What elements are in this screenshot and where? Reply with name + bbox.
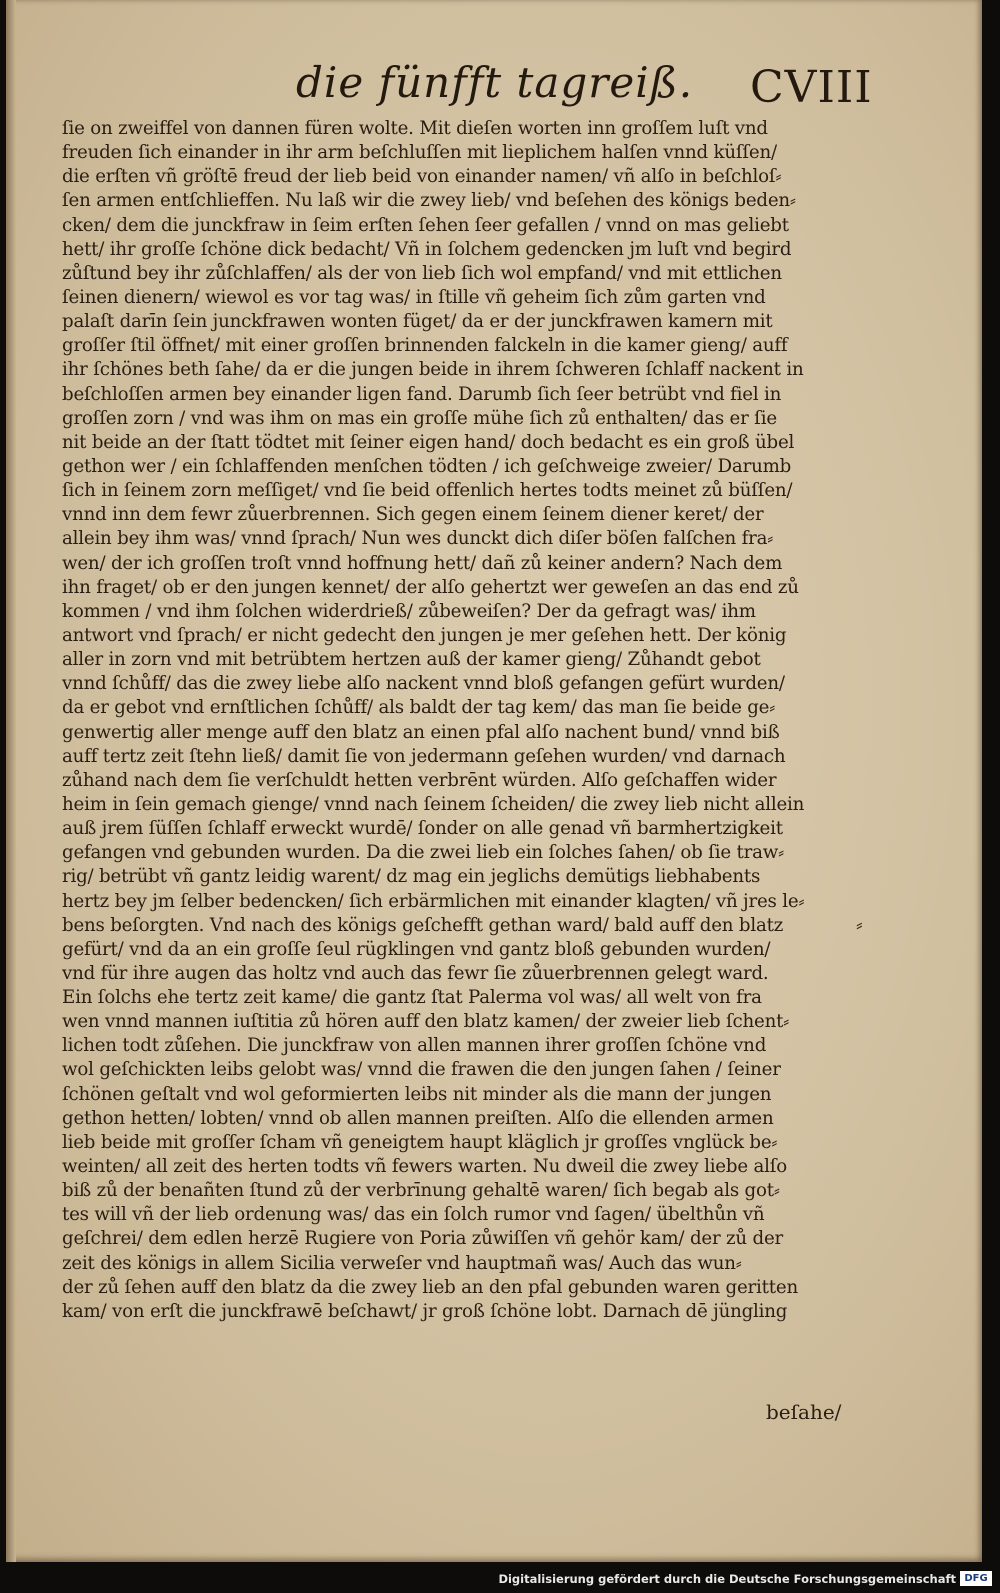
margin-mark: ⸗ [856,912,863,936]
text-line: groſſer ſtil öffnet/ mit einer groſſen brinnenden falckeln in die kamer gieng/ auff [62,335,788,357]
dfg-logo-icon: DFG [960,1571,992,1586]
running-title: die fünfft tagreiß. [296,58,694,107]
text-line: genwertig aller menge auff den blatz an einen pfal alſo nachent bund/ vnnd biß [62,721,780,743]
text-line: da er gebot vnd ernſtlichen ſchůff/ als baldt der tag kem/ das man ſie beide ge⸗ [62,697,776,719]
text-line: die erſten vñ gröſtē freud der lieb beid von einander namen/ vñ alſo in beſchloſ⸗ [62,166,782,188]
text-line: kommen / vnd ihm ſolchen widerdrieß/ zůbeweiſen? Der da gefragt was/ ihm [62,600,756,622]
text-line: hett/ ihr groſſe ſchöne dick bedacht/ Vñ in ſolchem gedencken jm luſt vnd begird [62,238,792,260]
footer-bar [0,1566,1000,1593]
text-line: vnd für ihre augen das holtz vnd auch das fewr ſie zůuerbrennen gelegt ward. [62,962,769,984]
text-line: ſich in ſeinem zorn meſſiget/ vnd ſie beid offenlich hertes todts meinet zů büſſen/ [62,480,793,502]
text-line: heim in ſein gemach gienge/ vnnd nach ſeinem ſcheiden/ die zwey lieb nicht allein [62,793,805,815]
catchword: beſahe/ [766,1400,842,1424]
text-line: allein bey ihm was/ vnnd ſprach/ Nun wes dunckt dich diſer böſen falſchen fra⸗ [62,528,774,550]
text-line: gethon hetten/ lobten/ vnnd ob allen mannen preiſten. Alſo die ellenden armen [62,1107,774,1129]
text-line: wen vnnd mannen iuſtitia zů hören auff den blatz kamen/ der zweier lieb ſchent⸗ [62,1011,790,1033]
text-line: ſeinen dienern/ wiewol es vor tag was/ in ſtille vñ geheim ſich zům garten vnd [62,286,766,308]
text-line: zůhand nach dem ſie verſchuldt hetten verbrēnt würden. Alſo geſchaffen wider [62,769,777,791]
text-line: Ein ſolchs ehe tertz zeit kame/ die gantz ſtat Palerma vol was/ all welt von fra [62,987,762,1009]
folio-number: CVIII [750,62,873,113]
text-line: palaſt darīn ſein junckfrawen wonten füget/ da er der junckfrawen kamern mit [62,311,773,333]
text-line: auß jrem ſüſſen ſchlaff erweckt wurdē/ ſonder on alle genad vñ barmhertzigkeit [62,818,783,840]
text-line: groſſen zorn / vnd was ihm on mas ein groſſe mühe ſich zů enthalten/ das er ſie [62,407,777,429]
text-line: beſchloſſen armen bey einander ligen fand. Darumb ſich ſeer betrübt vnd fiel in [62,383,782,405]
text-line: cken/ dem die junckfraw in ſeim erſten ſehen ſeer gefallen / vnnd on mas geliebt [62,214,789,236]
text-line: hertz bey jm ſelber bedencken/ ſich erbärmlichen mit einander klagten/ vñ jres le⸗ [62,890,805,912]
text-line: kam/ von erſt die junckfrawē beſchawt/ jr groß ſchöne lobt. Darnach dē jüngling [62,1300,788,1322]
text-line: vnnd inn dem fewr zůuerbrennen. Sich gegen einem ſeinem diener keret/ der [62,504,764,526]
text-line: vnnd ſchůff/ das die zwey liebe alſo nackent vnnd bloß gefangen gefürt wurden/ [62,673,785,695]
text-line: gefürt/ vnd da an ein groſſe ſeul rügklingen vnd gantz bloß gebunden wurden/ [62,938,771,960]
text-line: auff tertz zeit ſtehn ließ/ damit ſie von jedermann geſehen wurden/ vnd darnach [62,745,786,767]
text-line: weinten/ all zeit des herten todts vñ fewers warten. Nu dweil die zwey liebe alſo [62,1156,788,1178]
text-line: wen/ der ich groſſen troſt vnnd hoffnung hett/ dañ zů keiner andern? Nach dem [62,552,783,574]
text-line: gefangen vnd gebunden wurden. Da die zwei lieb ein ſolches ſahen/ ob ſie traw⸗ [62,842,784,864]
book-page [6,0,982,1562]
text-line: aller in zorn vnd mit betrübtem hertzen auß der kamer gieng/ Zůhandt gebot [62,649,761,671]
text-line: antwort vnd ſprach/ er nicht gedecht den jungen je mer geſehen hett. Der könig [62,624,787,646]
text-line: ſie on zweiffel von dannen füren wolte. Mit dieſen worten inn groſſem luſt vnd [62,118,768,139]
text-line: ſen armen entſchlieffen. Nu laß wir die zwey lieb/ vnd beſehen des königs beden⸗ [62,190,796,212]
text-line: nit beide an der ſtatt tödtet mit ſeiner eigen hand/ doch bedacht es ein groß übel [62,431,795,453]
text-line: rig/ betrübt vñ gantz leidig warent/ dz mag ein jeglichs demütigs liebhabents [62,866,761,888]
text-line: zůſtund bey ihr zůſchlaffen/ als der von lieb ſich wol empfand/ vnd mit ettlichen [62,262,782,284]
text-line: bens beſorgten. Vnd nach des königs geſchefft gethan ward/ bald auff den blatz [62,914,784,936]
text-line: der zů ſehen auff den blatz da die zwey lieb an den pfal gebunden waren geritten [62,1276,798,1298]
text-line: ihr ſchönes beth ſahe/ da er die jungen beide in ihrem ſchweren ſchlaff nackent in [62,359,804,381]
text-line: lichen todt zůſehen. Die junckfraw von allen mannen ihrer groſſen ſchöne vnd [62,1035,767,1057]
text-line: lieb beide mit groſſer ſcham vñ geneigtem haupt kläglich jr groſſes vnglück be⸗ [62,1131,778,1153]
body-text-block [62,117,862,1324]
text-line: tes will vñ der lieb ordenung was/ das ein ſolch rumor vnd ſagen/ übelthůn vñ [62,1204,765,1226]
page-edge [6,0,16,1562]
footer-credit: Digitalisierung gefördert durch die Deutsche Forschungsgemeinschaft [498,1572,956,1586]
text-line: gethon wer / ein ſchlaffenden menſchen tödten / ich geſchweige zweier/ Darumb [62,455,792,477]
text-line: biß zů der benañten ſtund zů der verbrīnung gehaltē waren/ ſich begab als got⸗ [62,1180,780,1202]
text-line: ihn fraget/ ob er den jungen kennet/ der alſo gehertzt wer geweſen an das end zů [62,576,799,598]
text-line: freuden ſich einander in ihr arm beſchluſſen mit lieplichem halſen vnnd küſſen/ [62,142,777,164]
text-line: zeit des königs in allem Sicilia verweſer vnd hauptmañ was/ Auch das wun⸗ [62,1252,742,1274]
text-line: geſchrei/ dem edlen herzē Rugiere von Poria zůwiſſen vñ gehör kam/ der zů der [62,1228,783,1250]
text-line: wol geſchickten leibs gelobt was/ vnnd die frawen die den jungen ſahen / ſeiner [62,1059,781,1081]
text-line: ſchönen geſtalt vnd wol geformierten leibs nit minder als die mann der jungen [62,1083,772,1105]
